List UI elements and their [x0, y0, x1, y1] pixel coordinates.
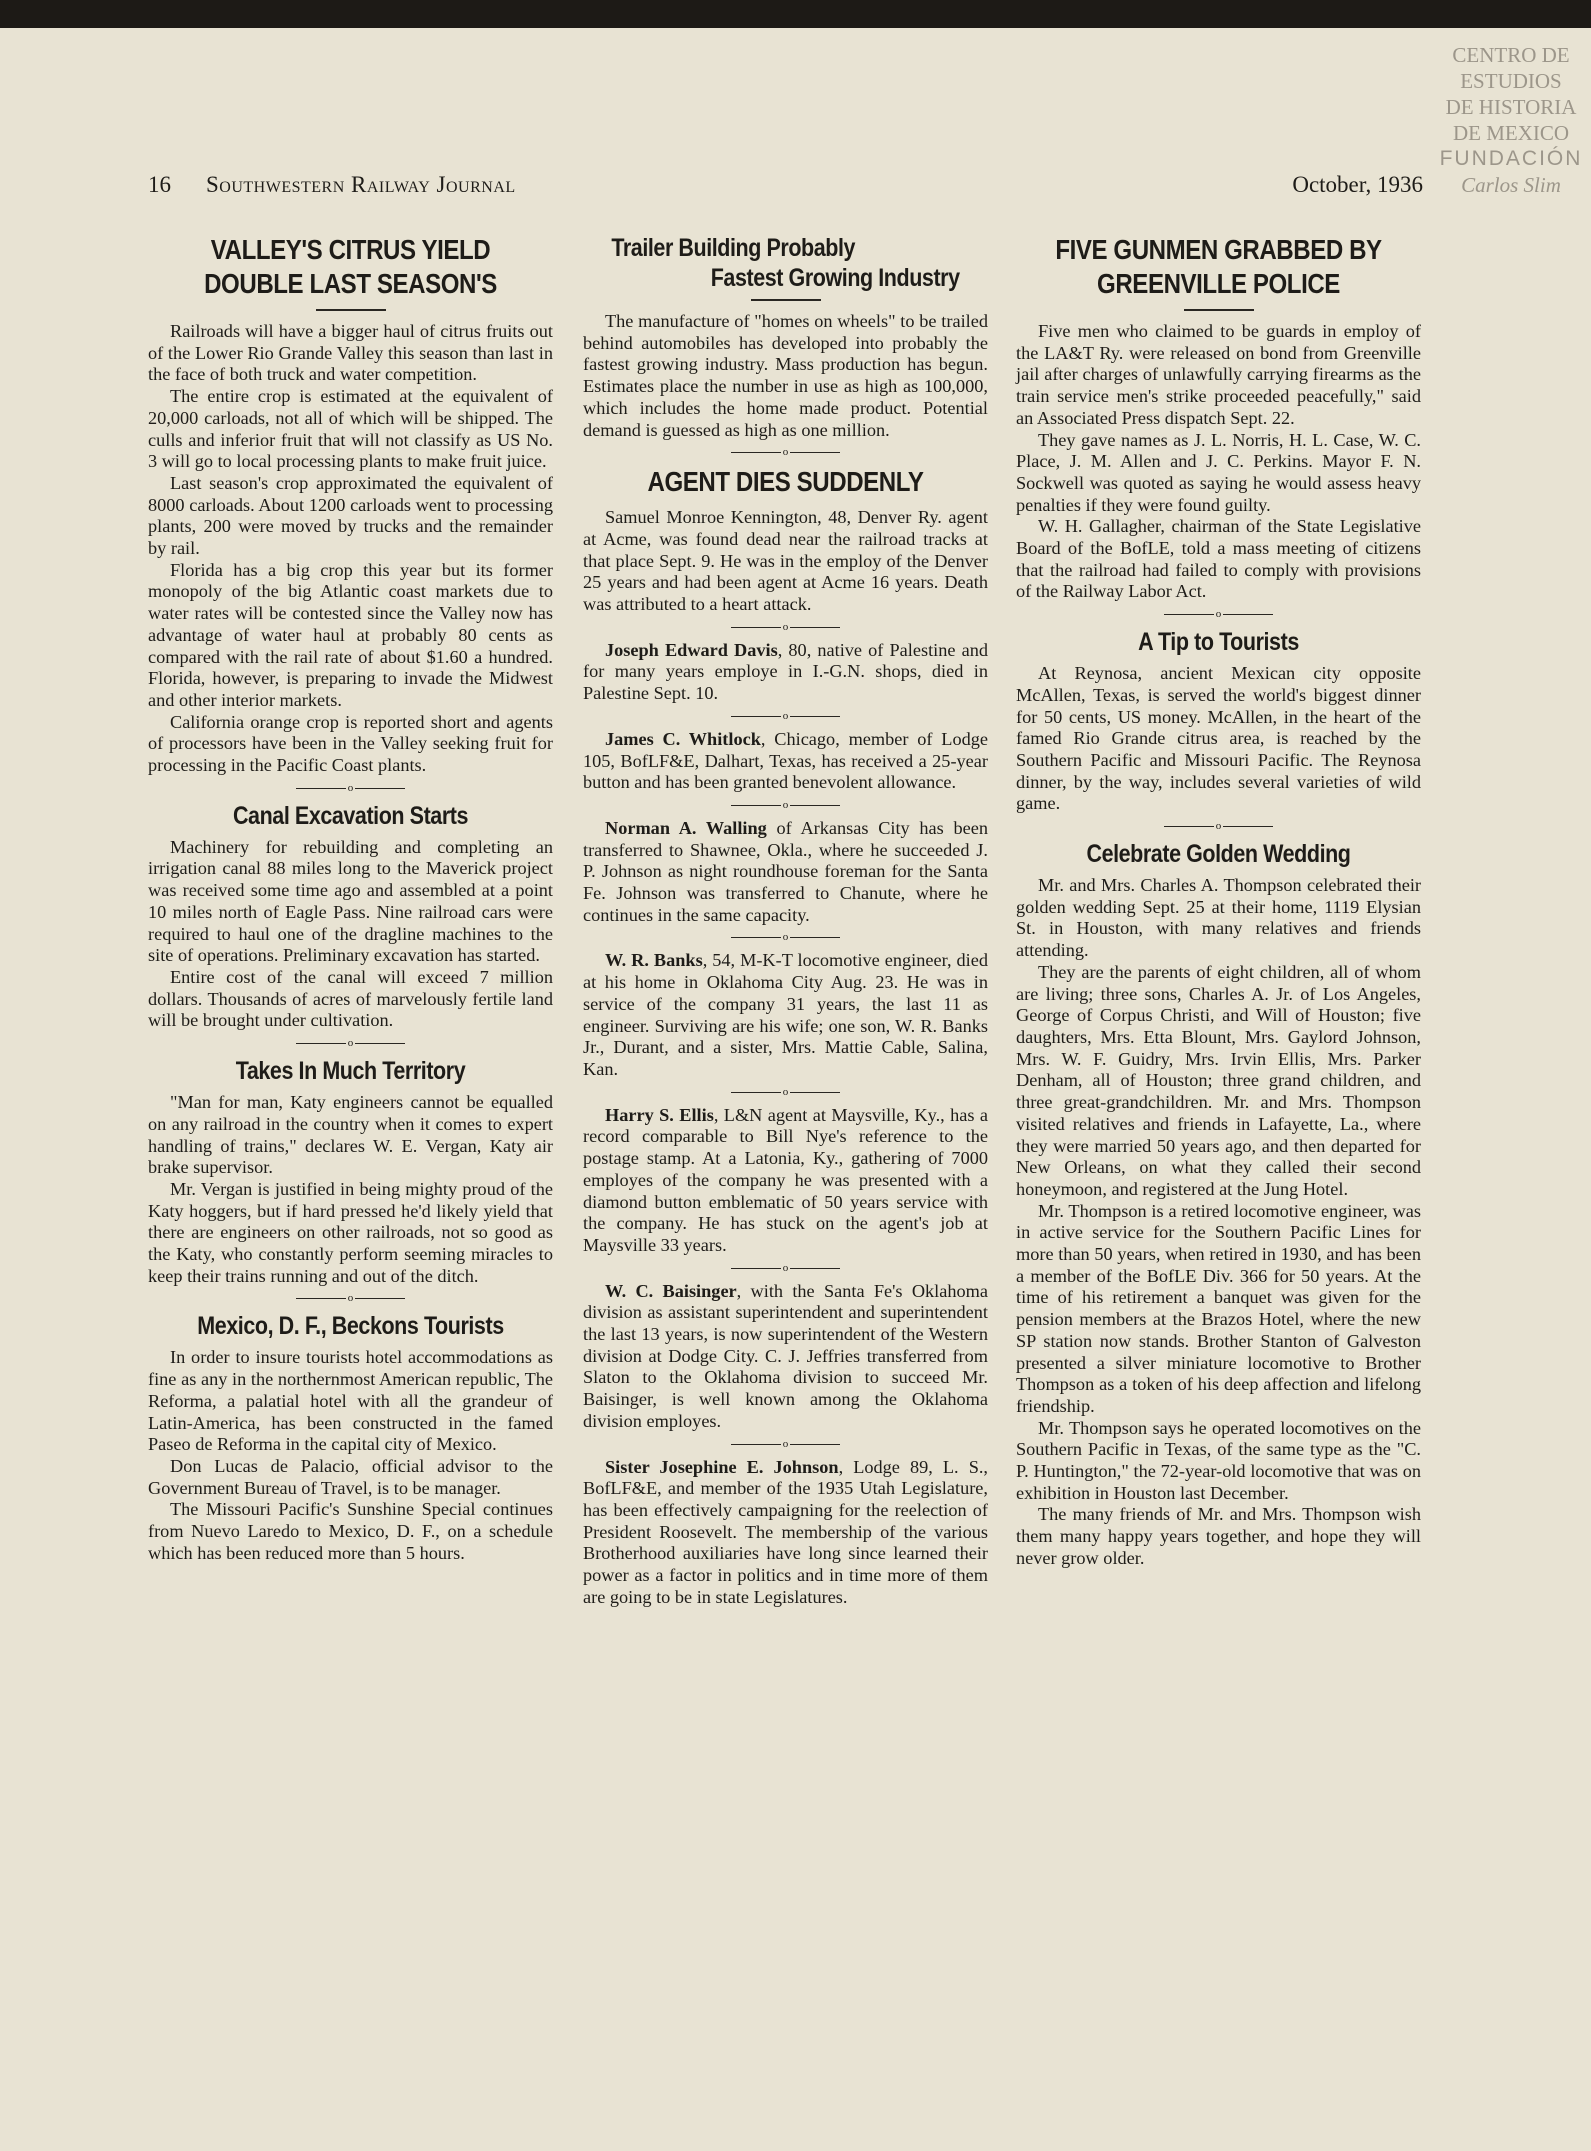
article-title: Celebrate Golden Wedding [1086, 840, 1351, 869]
article-paragraph: California orange crop is reported short and agents of processors have been in the Valley seeking fruit for processing in the Pacific Coast plants. [148, 711, 553, 776]
article-title: VALLEY'S CITRUS YIELD DOUBLE LAST SEASON'S [204, 234, 497, 299]
article-subtitle: Fastest Growing Industry [710, 264, 960, 292]
article-paragraph: Mr. Vergan is justified in being mighty proud of the Katy hoggers, but if hard pressed he'd likely yield that there are engineers on other railroads, not so good as the Katy, who constantly perform seeming miracles to keep their trains running and out of the ditch. [148, 1178, 553, 1286]
news-item [583, 818, 988, 927]
item-lead-name: Norman A. Walling [605, 817, 767, 838]
article-paragraph: The Missouri Pacific's Sunshine Special continues from Nuevo Laredo to Mexico, D. F., on a schedule which has been reduced more than 5 hours. [148, 1499, 553, 1563]
item-lead-name: W. C. Baisinger [605, 1280, 737, 1301]
article-paragraph: They are the parents of eight children, all of whom are living; three sons, Charles A. Jr. of Los Angeles, George of Corpus Christi, and Will of Houston; five daughters, Mrs. Etta Blount, Mrs. Gaylord Johnson, Mrs. W. F. Guidry, Mrs. Irvin Ellis, Mrs. Parker Denham, all of Houston; three grand children, and three great-grandchildren. Mr. and Mrs. Thompson visited relatives and friends in Lafayette, La., where they were married 50 years ago, and then departed for New Orleans, on what they called their second honeymoon, and registered at the Jung Hotel. [1016, 961, 1421, 1199]
title-rule [751, 299, 821, 301]
article-paragraph: Samuel Monroe Kennington, 48, Denver Ry. agent at Acme, was found dead near the railroad tracks at that place Sept. 9. He was in the employ of the Denver 25 years and had been agent at Acme 16 years. Death was attributed to a heart attack. [583, 507, 988, 615]
article-paragraph: At Reynosa, ancient Mexican city opposite McAllen, Texas, is served the world's biggest dinner for 50 cents, US money. McAllen, in the heart of the famed Rio Grande citrus area, is reached by the Southern Pacific and Missouri Pacific. The Reynosa dinner, by the way, includes several varieties of wild game. [1016, 663, 1421, 814]
separator: o [148, 781, 553, 795]
column-1 [148, 233, 553, 1564]
watermark-line: ESTUDIOS [1460, 69, 1562, 93]
item-lead-name: W. R. Banks [605, 950, 703, 971]
title-rule [1184, 309, 1254, 311]
separator: o [148, 1036, 553, 1050]
item-text: of Arkansas City has been transferred to Shawnee, Okla., where he succeeded J. P. Johnson as night roundhouse foreman for the Santa Fe. Johnson was transferred to Chanute, where he continues in the same capacity. [583, 817, 988, 925]
journal-title: Southwestern Railway Journal [206, 172, 516, 197]
journal-page [0, 28, 1591, 2151]
article-title: Mexico, D. F., Beckons Tourists [197, 1312, 504, 1341]
news-item [583, 1105, 988, 1257]
watermark-line: DE MEXICO [1452, 121, 1570, 145]
article-paragraph: In order to insure tourists hotel accommodations as fine as any in the northernmost American republic, The Reforma, a palatial hotel with all the grandeur of Latin-America, has been constructed in the famed Paseo de Reforma in the capital city of Mexico. [148, 1347, 553, 1455]
separator: o [583, 1437, 988, 1451]
separator: o [583, 1261, 988, 1275]
item-lead-name: Harry S. Ellis [605, 1104, 714, 1125]
running-header [148, 172, 1423, 202]
item-text: , Chicago, member of Lodge 105, BofLF&E, Dalhart, Texas, has received a 25-year button and has been granted benevolent allowance. [583, 728, 988, 793]
title-rule [316, 309, 386, 311]
item-lead-name: Joseph Edward Davis [605, 639, 778, 660]
article-paragraph: Five men who claimed to be guards in employ of the LA&T Ry. were released on bond from Greenville jail after charges of unlawfully carrying firearms as the train service men's strike proceeded peacefully," said an Associated Press dispatch Sept. 22. [1016, 321, 1421, 428]
item-lead-name: Sister Josephine E. Johnson [605, 1456, 839, 1477]
separator: o [1016, 819, 1421, 833]
article-paragraph: The manufacture of "homes on wheels" to be trailed behind automobiles has developed into probably the fastest growing industry. Mass production has begun. Estimates place the number in use as high as 100,000, which includes the home made product. Potential demand is guessed as high as one million. [583, 311, 988, 440]
article-paragraph: They gave names as J. L. Norris, H. L. Case, W. C. Place, J. M. Allen and J. C. Perkins. Mayor F. N. Sockwell was quoted as saying he would assess heavy penalties if they were found guilty. [1016, 429, 1421, 515]
item-text: , 54, M-K-T locomotive engineer, died at his home in Oklahoma City Aug. 23. He was in service of the company 31 years, the last 11 as engineer. Surviving are his wife; one son, W. R. Banks Jr., Durant, and a sister, Mrs. Mattie Cable, Salina, Kan. [583, 950, 989, 1079]
article-paragraph: Mr. and Mrs. Charles A. Thompson celebrated their golden wedding Sept. 25 at their home, 1119 Elysian St. in Houston, with many relatives and friends attending. [1016, 875, 1421, 961]
item-text: , L&N agent at Maysville, Ky., has a record comparable to Bill Nye's reference to the postage stamp. At a Latonia, Ky., gathering of 7000 employes of the company he was presented with a diamond button emblematic of 50 years service with the company. He has stuck on the agent's job at Maysville 33 years. [583, 1104, 988, 1255]
article-paragraph: Railroads will have a bigger haul of citrus fruits out of the Lower Rio Grande Valley this season than last in the face of both truck and water competition. [148, 321, 553, 385]
separator: o [583, 445, 988, 459]
article-title: FIVE GUNMEN GRABBED BY GREENVILLE POLICE [1055, 234, 1382, 299]
watermark [1436, 42, 1586, 198]
news-item [583, 1281, 988, 1433]
separator: o [1016, 607, 1421, 621]
item-text: , Lodge 89, L. S., BofLF&E, and member of the 1935 Utah Legislature, has been effectively campaigning for the reelection of President Roosevelt. The membership of the various Brotherhood auxiliaries have long since learned their power as a factor in politics and in time more of them are going to be in state Legislatures. [583, 1456, 988, 1607]
article-paragraph: W. H. Gallagher, chairman of the State Legislative Board of the BofLE, told a mass meeting of citizens that the railroad had failed to comply with provisions of the Railway Labor Act. [1016, 516, 1421, 602]
article-paragraph: Don Lucas de Palacio, official advisor to the Government Bureau of Travel, is to be manager. [148, 1455, 553, 1498]
news-item [583, 729, 988, 794]
item-text: , with the Santa Fe's Oklahoma division as assistant superintendent and superintendent the last 13 years, is now superintendent of the Western division at Dodge City. C. J. Jeffries transferred from Slaton to the Oklahoma division to succeed Mr. Baisinger, is well known among the Oklahoma division employes. [583, 1280, 988, 1431]
page-number: 16 [148, 172, 171, 197]
scan-edge [0, 0, 1591, 30]
watermark-line: FUNDACIÓN [1439, 147, 1583, 170]
article-paragraph: Machinery for rebuilding and completing an irrigation canal 88 miles long to the Maverick project was received some time ago and assembled at a point 10 miles north of Eagle Pass. Nine railroad cars were required to haul one of the dragline machines to the site of operations. Preliminary excavation has started. [148, 836, 553, 966]
article-title: Takes In Much Territory [235, 1057, 466, 1086]
separator: o [583, 709, 988, 723]
separator: o [583, 798, 988, 812]
article-paragraph: Florida has a big crop this year but its former monopoly of the big Atlantic coast markets due to water rates will be contested since the Valley now has advantage of water haul at probably 80 cents as compared with the rail rate of about $1.60 a hundred. Florida, however, is preparing to invade the Midwest and other interior markets. [148, 559, 553, 710]
article-paragraph: "Man for man, Katy engineers cannot be equalled on any railroad in the country when it comes to expert handling of trains," declares W. E. Vergan, Katy air brake supervisor. [148, 1092, 553, 1178]
watermark-line: Carlos Slim [1461, 173, 1561, 197]
article-paragraph: Last season's crop approximated the equivalent of 8000 carloads. About 1200 carloads went to processing plants, 200 were moved by trucks and the remainder by rail. [148, 472, 553, 559]
news-item [583, 640, 988, 705]
article-paragraph: Entire cost of the canal will exceed 7 million dollars. Thousands of acres of marvelously fertile land will be brought under cultivation. [148, 966, 553, 1031]
article-title: Trailer Building Probably [611, 234, 856, 262]
article-paragraph: Mr. Thompson says he operated locomotives on the Southern Pacific in Texas, of the same type as the "C. P. Huntington," the 72-year-old locomotive that was on exhibition in Houston last December. [1016, 1417, 1421, 1503]
news-item [583, 950, 988, 1080]
article-title: AGENT DIES SUDDENLY [647, 466, 924, 498]
article-paragraph: The many friends of Mr. and Mrs. Thompson wish them many happy years together, and hope they will never grow older. [1016, 1504, 1421, 1568]
item-lead-name: James C. Whitlock [605, 728, 761, 749]
article-paragraph: Mr. Thompson is a retired locomotive engineer, was in active service for the Southern Pacific Lines for more than 50 years, when retired in 1930, and has been a member of the BofLE Div. 366 for 50 years. At the time of his retirement a banquet was given for the pension members at the Brazos Hotel, where the new SP station now stands. Brother Stanton of Galveston presented a silver miniature locomotive to Brother Thompson as a token of his deep affection and lifelong friendship. [1016, 1200, 1421, 1416]
separator: o [148, 1291, 553, 1305]
watermark-line: CENTRO DE [1452, 43, 1570, 67]
item-text: , 80, native of Palestine and for many years employe in I.-G.N. shops, died in Palestine Sept. 10. [583, 639, 988, 704]
watermark-line: DE HISTORIA [1445, 95, 1577, 119]
news-item [583, 1457, 988, 1609]
separator: o [583, 620, 988, 634]
article-title: Canal Excavation Starts [232, 801, 469, 830]
separator: o [583, 930, 988, 944]
issue-date: October, 1936 [1292, 172, 1423, 197]
separator: o [583, 1085, 988, 1099]
article-paragraph: The entire crop is estimated at the equivalent of 20,000 carloads, not all of which will be shipped. The culls and inferior fruit that will not classify as US No. 3 will go to local processing plants to make fruit juice. [148, 386, 553, 472]
article-title: A Tip to Tourists [1138, 628, 1299, 657]
column-2 [583, 233, 988, 1608]
column-3 [1016, 233, 1421, 1570]
